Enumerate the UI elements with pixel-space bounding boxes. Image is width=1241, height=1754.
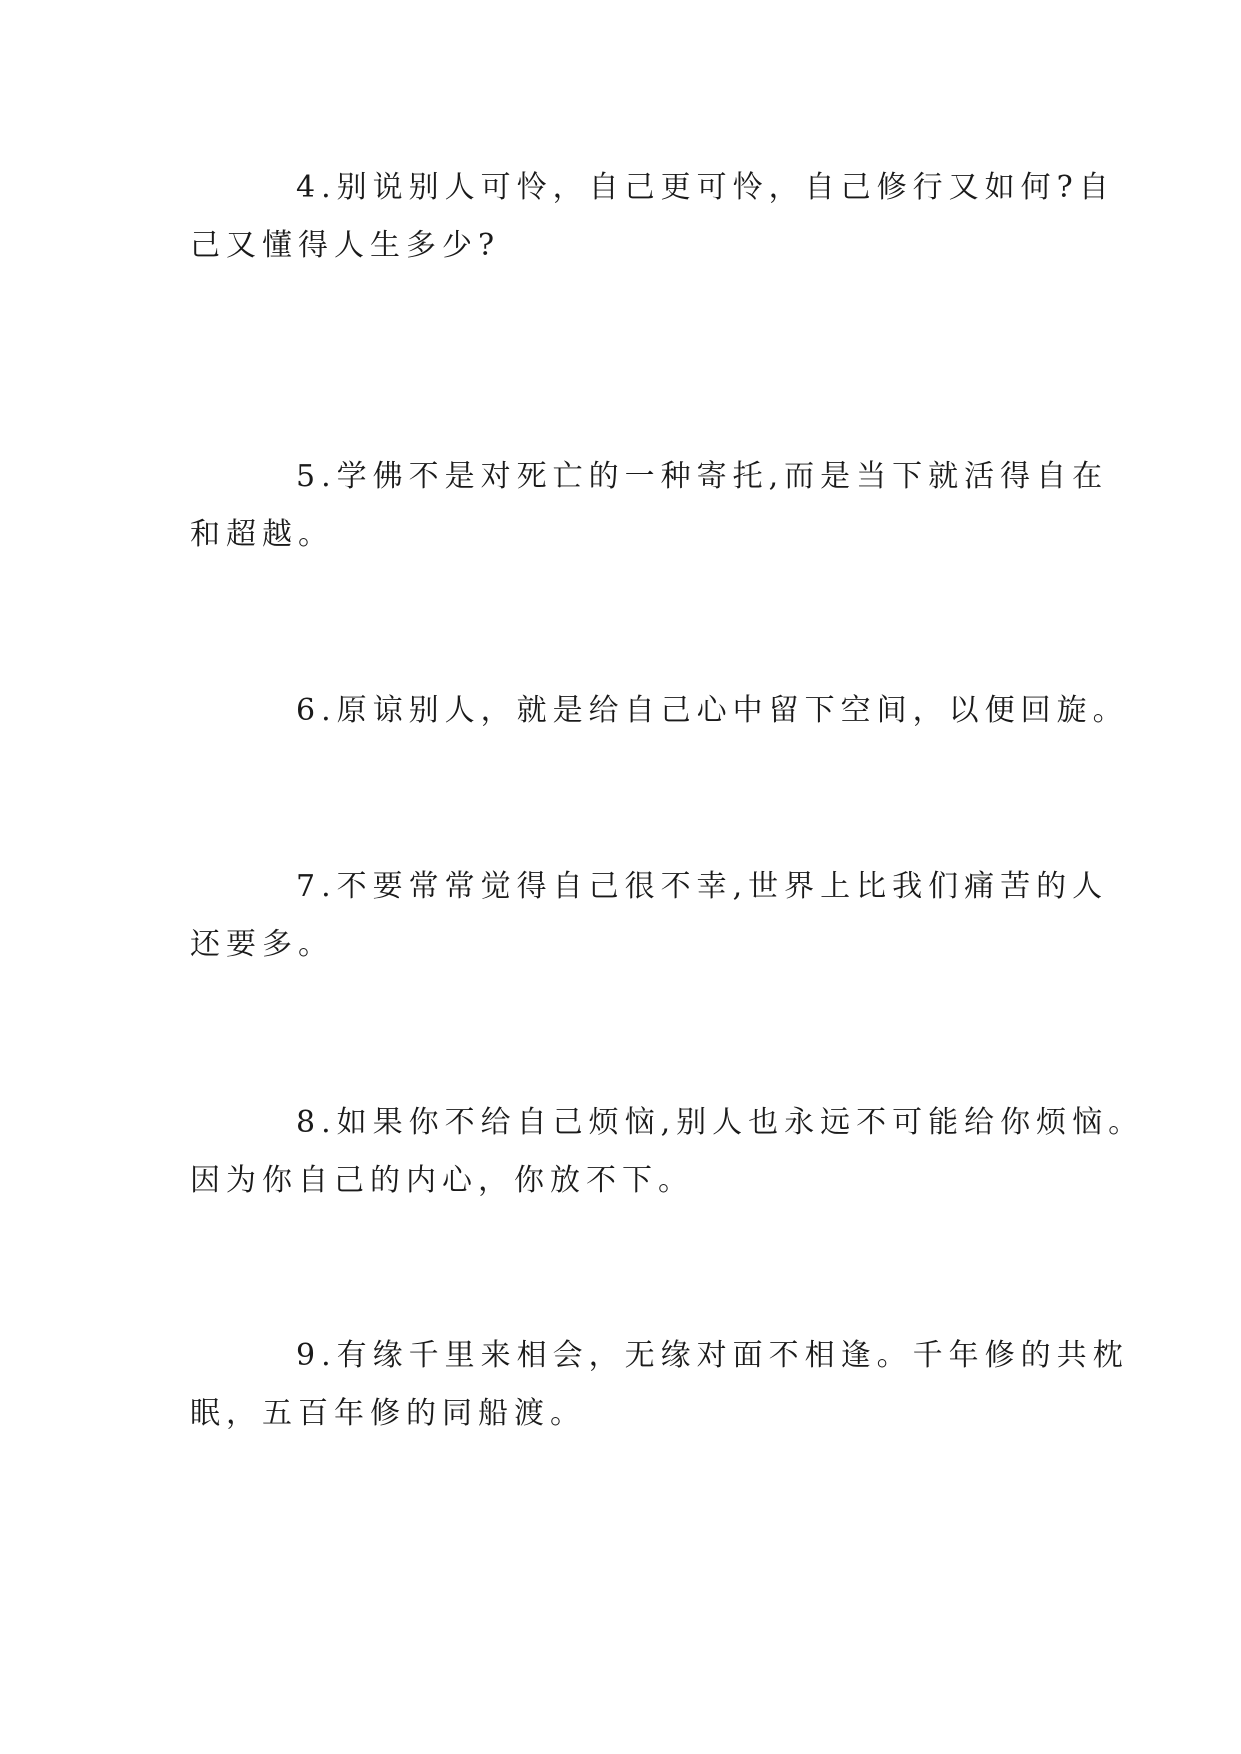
paragraph-line: 己又懂得人生多少? (190, 228, 501, 263)
paragraph-5 (190, 448, 1109, 564)
paragraph-line: 5.学佛不是对死亡的一种寄托,而是当下就活得自在 (296, 459, 1109, 494)
paragraph-9 (190, 1327, 1129, 1443)
paragraph-4 (190, 159, 1115, 275)
paragraph-line: 9.有缘千里来相会，无缘对面不相逢。千年修的共枕 (296, 1338, 1129, 1373)
paragraph-7 (190, 858, 1109, 974)
paragraph-line: 还要多。 (190, 927, 334, 962)
paragraph-line: 和超越。 (190, 517, 334, 552)
paragraph-line: 7.不要常常觉得自己很不幸,世界上比我们痛苦的人 (296, 869, 1109, 904)
paragraph-6 (190, 682, 1129, 740)
paragraph-line: 因为你自己的内心，你放不下。 (190, 1163, 694, 1198)
paragraph-line: 8.如果你不给自己烦恼,别人也永远不可能给你烦恼。 (296, 1105, 1145, 1140)
paragraph-8 (190, 1094, 1145, 1210)
paragraph-line: 眠，五百年修的同船渡。 (190, 1396, 586, 1431)
paragraph-line: 4.别说别人可怜，自己更可怜，自己修行又如何?自 (296, 170, 1115, 205)
paragraph-line: 6.原谅别人，就是给自己心中留下空间，以便回旋。 (296, 693, 1129, 728)
